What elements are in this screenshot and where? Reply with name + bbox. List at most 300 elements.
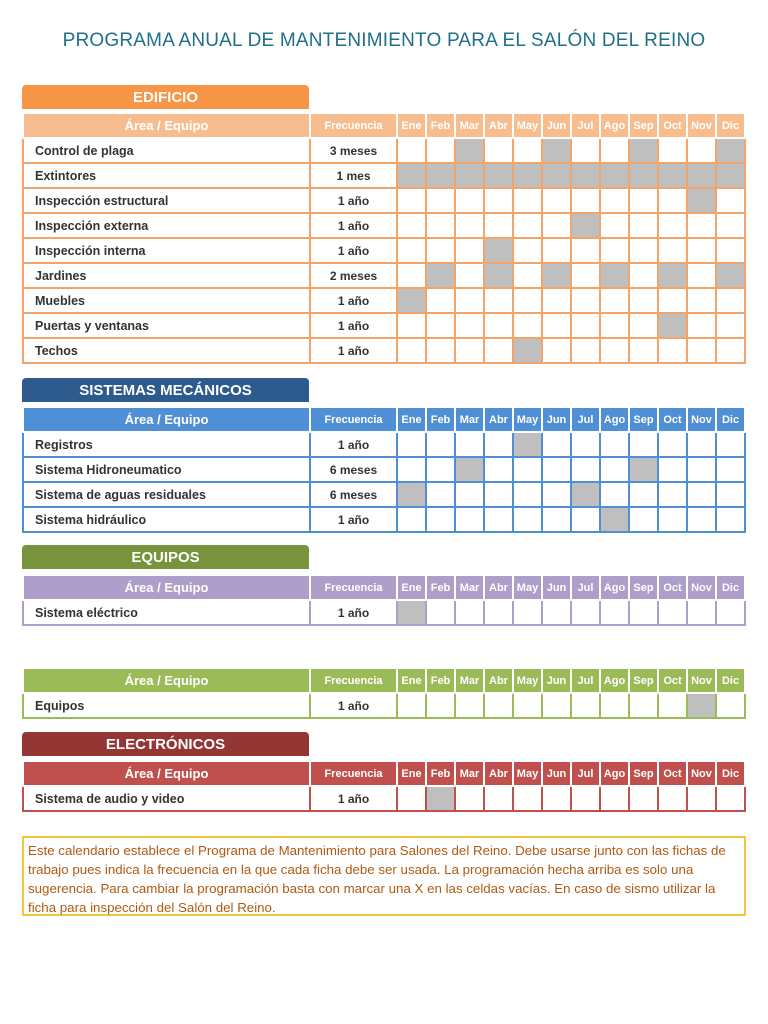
scheduled-month-cell[interactable] [571, 163, 600, 188]
empty-month-cell[interactable] [571, 188, 600, 213]
month-header-ene: Ene [397, 761, 426, 786]
empty-month-cell[interactable] [397, 432, 426, 457]
month-header-nov: Nov [687, 407, 716, 432]
schedule-table-electronicos [22, 760, 746, 812]
scheduled-month-cell[interactable] [600, 507, 629, 532]
month-header-feb: Feb [426, 113, 455, 138]
empty-month-cell[interactable] [455, 263, 484, 288]
empty-month-cell[interactable] [658, 188, 687, 213]
month-header-jul: Jul [571, 407, 600, 432]
empty-month-cell[interactable] [484, 432, 513, 457]
empty-month-cell[interactable] [571, 288, 600, 313]
scheduled-month-cell[interactable] [658, 163, 687, 188]
empty-month-cell[interactable] [397, 238, 426, 263]
empty-month-cell[interactable] [542, 313, 571, 338]
header-row [23, 761, 745, 786]
empty-month-cell[interactable] [600, 213, 629, 238]
empty-month-cell[interactable] [426, 693, 455, 718]
scheduled-month-cell[interactable] [629, 457, 658, 482]
empty-month-cell[interactable] [484, 786, 513, 811]
scheduled-month-cell[interactable] [455, 457, 484, 482]
page-title: PROGRAMA ANUAL DE MANTENIMIENTO PARA EL SALÓN DEL REINO [62, 30, 706, 51]
scheduled-month-cell[interactable] [542, 138, 571, 163]
empty-month-cell[interactable] [426, 482, 455, 507]
empty-month-cell[interactable] [513, 238, 542, 263]
empty-month-cell[interactable] [716, 238, 745, 263]
empty-month-cell[interactable] [600, 482, 629, 507]
schedule-table-equipos-2 [22, 667, 746, 719]
frequency-cell: 1 año [310, 213, 397, 238]
empty-month-cell[interactable] [716, 600, 745, 625]
empty-month-cell[interactable] [397, 457, 426, 482]
frequency-cell: 6 meses [310, 457, 397, 482]
empty-month-cell[interactable] [687, 288, 716, 313]
empty-month-cell[interactable] [658, 213, 687, 238]
empty-month-cell[interactable] [687, 600, 716, 625]
table-row [23, 786, 745, 811]
month-header-sep: Sep [629, 113, 658, 138]
month-header-ene: Ene [397, 668, 426, 693]
scheduled-month-cell[interactable] [426, 163, 455, 188]
empty-month-cell[interactable] [658, 432, 687, 457]
empty-month-cell[interactable] [658, 507, 687, 532]
scheduled-month-cell[interactable] [484, 163, 513, 188]
empty-month-cell[interactable] [629, 432, 658, 457]
month-header-sep: Sep [629, 575, 658, 600]
empty-month-cell[interactable] [716, 693, 745, 718]
frequency-header: Frecuencia [310, 668, 397, 693]
empty-month-cell[interactable] [629, 263, 658, 288]
month-header-oct: Oct [658, 761, 687, 786]
empty-month-cell[interactable] [687, 138, 716, 163]
section-tab-electronicos: ELECTRÓNICOS [22, 732, 309, 756]
area-cell: Jardines [23, 263, 310, 288]
scheduled-month-cell[interactable] [629, 163, 658, 188]
empty-month-cell[interactable] [484, 338, 513, 363]
area-header: Área / Equipo [23, 761, 310, 786]
table-row [23, 288, 745, 313]
area-cell: Extintores [23, 163, 310, 188]
scheduled-month-cell[interactable] [513, 163, 542, 188]
area-cell: Techos [23, 338, 310, 363]
month-header-ago: Ago [600, 668, 629, 693]
frequency-header: Frecuencia [310, 575, 397, 600]
month-header-may: May [513, 668, 542, 693]
frequency-cell: 6 meses [310, 482, 397, 507]
empty-month-cell[interactable] [571, 432, 600, 457]
empty-month-cell[interactable] [716, 188, 745, 213]
month-header-may: May [513, 575, 542, 600]
empty-month-cell[interactable] [571, 238, 600, 263]
empty-month-cell[interactable] [716, 786, 745, 811]
empty-month-cell[interactable] [397, 313, 426, 338]
section-tab-equipos: EQUIPOS [22, 545, 309, 569]
table-row [23, 263, 745, 288]
month-header-ene: Ene [397, 575, 426, 600]
empty-month-cell[interactable] [542, 507, 571, 532]
empty-month-cell[interactable] [484, 213, 513, 238]
empty-month-cell[interactable] [600, 600, 629, 625]
month-header-dic: Dic [716, 761, 745, 786]
empty-month-cell[interactable] [484, 600, 513, 625]
empty-month-cell[interactable] [571, 786, 600, 811]
empty-month-cell[interactable] [600, 432, 629, 457]
month-header-ago: Ago [600, 575, 629, 600]
empty-month-cell[interactable] [629, 213, 658, 238]
month-header-dic: Dic [716, 113, 745, 138]
scheduled-month-cell[interactable] [571, 213, 600, 238]
empty-month-cell[interactable] [687, 432, 716, 457]
scheduled-month-cell[interactable] [716, 163, 745, 188]
scheduled-month-cell[interactable] [629, 138, 658, 163]
empty-month-cell[interactable] [397, 213, 426, 238]
empty-month-cell[interactable] [600, 693, 629, 718]
month-header-nov: Nov [687, 668, 716, 693]
header-row [23, 668, 745, 693]
empty-month-cell[interactable] [513, 786, 542, 811]
month-header-feb: Feb [426, 761, 455, 786]
month-header-ene: Ene [397, 113, 426, 138]
frequency-header: Frecuencia [310, 113, 397, 138]
month-header-dic: Dic [716, 575, 745, 600]
scheduled-month-cell[interactable] [687, 188, 716, 213]
empty-month-cell[interactable] [629, 238, 658, 263]
empty-month-cell[interactable] [513, 457, 542, 482]
header-row [23, 407, 745, 432]
area-header: Área / Equipo [23, 668, 310, 693]
month-header-sep: Sep [629, 668, 658, 693]
frequency-cell: 1 año [310, 188, 397, 213]
empty-month-cell[interactable] [484, 288, 513, 313]
month-header-may: May [513, 761, 542, 786]
empty-month-cell[interactable] [687, 263, 716, 288]
month-header-ago: Ago [600, 407, 629, 432]
table-row [23, 338, 745, 363]
empty-month-cell[interactable] [542, 457, 571, 482]
month-header-nov: Nov [687, 575, 716, 600]
empty-month-cell[interactable] [426, 238, 455, 263]
empty-month-cell[interactable] [484, 138, 513, 163]
month-header-abr: Abr [484, 761, 513, 786]
empty-month-cell[interactable] [687, 786, 716, 811]
empty-month-cell[interactable] [397, 263, 426, 288]
empty-month-cell[interactable] [629, 313, 658, 338]
frequency-cell: 3 meses [310, 138, 397, 163]
empty-month-cell[interactable] [687, 313, 716, 338]
area-cell: Puertas y ventanas [23, 313, 310, 338]
frequency-cell: 1 año [310, 288, 397, 313]
empty-month-cell[interactable] [571, 313, 600, 338]
scheduled-month-cell[interactable] [658, 263, 687, 288]
scheduled-month-cell[interactable] [687, 163, 716, 188]
empty-month-cell[interactable] [687, 338, 716, 363]
empty-month-cell[interactable] [629, 693, 658, 718]
scheduled-month-cell[interactable] [687, 693, 716, 718]
month-header-nov: Nov [687, 761, 716, 786]
month-header-jun: Jun [542, 113, 571, 138]
empty-month-cell[interactable] [455, 188, 484, 213]
empty-month-cell[interactable] [426, 507, 455, 532]
month-header-jun: Jun [542, 575, 571, 600]
empty-month-cell[interactable] [716, 432, 745, 457]
empty-month-cell[interactable] [600, 188, 629, 213]
frequency-header: Frecuencia [310, 761, 397, 786]
empty-month-cell[interactable] [542, 213, 571, 238]
empty-month-cell[interactable] [629, 507, 658, 532]
frequency-cell: 2 meses [310, 263, 397, 288]
empty-month-cell[interactable] [658, 786, 687, 811]
scheduled-month-cell[interactable] [484, 263, 513, 288]
empty-month-cell[interactable] [513, 263, 542, 288]
scheduled-month-cell[interactable] [658, 313, 687, 338]
empty-month-cell[interactable] [455, 693, 484, 718]
empty-month-cell[interactable] [455, 482, 484, 507]
empty-month-cell[interactable] [687, 213, 716, 238]
empty-month-cell[interactable] [397, 138, 426, 163]
area-cell: Equipos [23, 693, 310, 718]
empty-month-cell[interactable] [455, 313, 484, 338]
month-header-sep: Sep [629, 761, 658, 786]
empty-month-cell[interactable] [571, 693, 600, 718]
table-row [23, 213, 745, 238]
empty-month-cell[interactable] [513, 600, 542, 625]
empty-month-cell[interactable] [629, 188, 658, 213]
month-header-sep: Sep [629, 407, 658, 432]
empty-month-cell[interactable] [716, 482, 745, 507]
month-header-feb: Feb [426, 407, 455, 432]
scheduled-month-cell[interactable] [397, 163, 426, 188]
empty-month-cell[interactable] [600, 338, 629, 363]
empty-month-cell[interactable] [484, 482, 513, 507]
empty-month-cell[interactable] [542, 338, 571, 363]
empty-month-cell[interactable] [426, 313, 455, 338]
empty-month-cell[interactable] [513, 507, 542, 532]
empty-month-cell[interactable] [658, 338, 687, 363]
month-header-abr: Abr [484, 668, 513, 693]
empty-month-cell[interactable] [571, 263, 600, 288]
month-header-oct: Oct [658, 575, 687, 600]
empty-month-cell[interactable] [397, 188, 426, 213]
empty-month-cell[interactable] [542, 600, 571, 625]
empty-month-cell[interactable] [571, 338, 600, 363]
empty-month-cell[interactable] [687, 507, 716, 532]
scheduled-month-cell[interactable] [716, 138, 745, 163]
area-cell: Sistema de aguas residuales [23, 482, 310, 507]
empty-month-cell[interactable] [716, 507, 745, 532]
scheduled-month-cell[interactable] [397, 288, 426, 313]
empty-month-cell[interactable] [600, 138, 629, 163]
empty-month-cell[interactable] [600, 288, 629, 313]
month-header-abr: Abr [484, 113, 513, 138]
frequency-cell: 1 año [310, 693, 397, 718]
empty-month-cell[interactable] [484, 457, 513, 482]
empty-month-cell[interactable] [629, 338, 658, 363]
empty-month-cell[interactable] [513, 693, 542, 718]
empty-month-cell[interactable] [542, 482, 571, 507]
empty-month-cell[interactable] [600, 238, 629, 263]
empty-month-cell[interactable] [629, 482, 658, 507]
schedule-table-edificio [22, 112, 746, 364]
empty-month-cell[interactable] [397, 338, 426, 363]
empty-month-cell[interactable] [455, 432, 484, 457]
scheduled-month-cell[interactable] [455, 163, 484, 188]
empty-month-cell[interactable] [455, 507, 484, 532]
empty-month-cell[interactable] [397, 507, 426, 532]
empty-month-cell[interactable] [484, 188, 513, 213]
empty-month-cell[interactable] [542, 288, 571, 313]
empty-month-cell[interactable] [426, 213, 455, 238]
empty-month-cell[interactable] [426, 138, 455, 163]
frequency-cell: 1 año [310, 238, 397, 263]
month-header-may: May [513, 407, 542, 432]
empty-month-cell[interactable] [484, 507, 513, 532]
empty-month-cell[interactable] [426, 457, 455, 482]
frequency-cell: 1 año [310, 786, 397, 811]
empty-month-cell[interactable] [426, 432, 455, 457]
empty-month-cell[interactable] [658, 238, 687, 263]
scheduled-month-cell[interactable] [397, 600, 426, 625]
empty-month-cell[interactable] [658, 600, 687, 625]
table-row [23, 432, 745, 457]
month-header-oct: Oct [658, 668, 687, 693]
area-cell: Inspección estructural [23, 188, 310, 213]
scheduled-month-cell[interactable] [426, 786, 455, 811]
month-header-may: May [513, 113, 542, 138]
empty-month-cell[interactable] [455, 288, 484, 313]
area-header: Área / Equipo [23, 407, 310, 432]
empty-month-cell[interactable] [658, 288, 687, 313]
empty-month-cell[interactable] [484, 693, 513, 718]
empty-month-cell[interactable] [571, 138, 600, 163]
empty-month-cell[interactable] [455, 338, 484, 363]
empty-month-cell[interactable] [716, 457, 745, 482]
empty-month-cell[interactable] [426, 288, 455, 313]
scheduled-month-cell[interactable] [542, 163, 571, 188]
frequency-cell: 1 año [310, 338, 397, 363]
empty-month-cell[interactable] [513, 188, 542, 213]
empty-month-cell[interactable] [571, 457, 600, 482]
frequency-cell: 1 año [310, 432, 397, 457]
table-row [23, 482, 745, 507]
area-cell: Inspección externa [23, 213, 310, 238]
frequency-cell: 1 año [310, 507, 397, 532]
empty-month-cell[interactable] [658, 138, 687, 163]
empty-month-cell[interactable] [571, 507, 600, 532]
empty-month-cell[interactable] [426, 188, 455, 213]
empty-month-cell[interactable] [542, 432, 571, 457]
empty-month-cell[interactable] [629, 288, 658, 313]
month-header-jul: Jul [571, 113, 600, 138]
empty-month-cell[interactable] [542, 188, 571, 213]
table-row [23, 693, 745, 718]
area-cell: Sistema hidráulico [23, 507, 310, 532]
month-header-oct: Oct [658, 113, 687, 138]
empty-month-cell[interactable] [600, 313, 629, 338]
empty-month-cell[interactable] [542, 238, 571, 263]
empty-month-cell[interactable] [687, 457, 716, 482]
empty-month-cell[interactable] [571, 600, 600, 625]
scheduled-month-cell[interactable] [513, 338, 542, 363]
scheduled-month-cell[interactable] [716, 263, 745, 288]
empty-month-cell[interactable] [687, 238, 716, 263]
month-header-mar: Mar [455, 575, 484, 600]
month-header-mar: Mar [455, 761, 484, 786]
table-row [23, 138, 745, 163]
month-header-dic: Dic [716, 668, 745, 693]
month-header-ene: Ene [397, 407, 426, 432]
instructions-note: Este calendario establece el Programa de Mantenimiento para Salones del Reino. Debe usarse junto con las fichas de trabajo pues indica la frecuencia en la que cada ficha debe ser usada. La programación hecha arriba es solo una sugerencia. Para cambiar la programación basta con marcar una X en las celdas vacías. En caso de sismo utilizar la ficha para inspección del Salón del Reino. [22, 836, 746, 916]
table-row [23, 507, 745, 532]
empty-month-cell[interactable] [455, 213, 484, 238]
section-tab-mecanicos: SISTEMAS MECÁNICOS [22, 378, 309, 402]
scheduled-month-cell[interactable] [600, 263, 629, 288]
frequency-cell: 1 año [310, 313, 397, 338]
empty-month-cell[interactable] [426, 600, 455, 625]
empty-month-cell[interactable] [600, 786, 629, 811]
empty-month-cell[interactable] [484, 313, 513, 338]
table-row [23, 457, 745, 482]
header-row [23, 113, 745, 138]
empty-month-cell[interactable] [658, 693, 687, 718]
empty-month-cell[interactable] [513, 313, 542, 338]
month-header-jul: Jul [571, 575, 600, 600]
month-header-mar: Mar [455, 668, 484, 693]
empty-month-cell[interactable] [658, 457, 687, 482]
empty-month-cell[interactable] [716, 313, 745, 338]
empty-month-cell[interactable] [455, 786, 484, 811]
empty-month-cell[interactable] [716, 213, 745, 238]
frequency-cell: 1 mes [310, 163, 397, 188]
month-header-jul: Jul [571, 761, 600, 786]
empty-month-cell[interactable] [513, 288, 542, 313]
scheduled-month-cell[interactable] [542, 263, 571, 288]
empty-month-cell[interactable] [397, 786, 426, 811]
area-cell: Control de plaga [23, 138, 310, 163]
empty-month-cell[interactable] [513, 482, 542, 507]
empty-month-cell[interactable] [658, 482, 687, 507]
scheduled-month-cell[interactable] [484, 238, 513, 263]
area-cell: Sistema Hidroneumatico [23, 457, 310, 482]
scheduled-month-cell[interactable] [397, 482, 426, 507]
empty-month-cell[interactable] [455, 238, 484, 263]
table-row [23, 163, 745, 188]
empty-month-cell[interactable] [716, 338, 745, 363]
empty-month-cell[interactable] [455, 600, 484, 625]
empty-month-cell[interactable] [629, 786, 658, 811]
empty-month-cell[interactable] [513, 138, 542, 163]
area-cell: Sistema eléctrico [23, 600, 310, 625]
empty-month-cell[interactable] [600, 457, 629, 482]
scheduled-month-cell[interactable] [571, 482, 600, 507]
empty-month-cell[interactable] [513, 213, 542, 238]
empty-month-cell[interactable] [716, 288, 745, 313]
scheduled-month-cell[interactable] [600, 163, 629, 188]
empty-month-cell[interactable] [542, 693, 571, 718]
scheduled-month-cell[interactable] [513, 432, 542, 457]
month-header-jun: Jun [542, 668, 571, 693]
empty-month-cell[interactable] [629, 600, 658, 625]
month-header-abr: Abr [484, 575, 513, 600]
empty-month-cell[interactable] [687, 482, 716, 507]
empty-month-cell[interactable] [397, 693, 426, 718]
empty-month-cell[interactable] [542, 786, 571, 811]
scheduled-month-cell[interactable] [455, 138, 484, 163]
scheduled-month-cell[interactable] [426, 263, 455, 288]
table-row [23, 313, 745, 338]
empty-month-cell[interactable] [426, 338, 455, 363]
area-header: Área / Equipo [23, 575, 310, 600]
month-header-jul: Jul [571, 668, 600, 693]
